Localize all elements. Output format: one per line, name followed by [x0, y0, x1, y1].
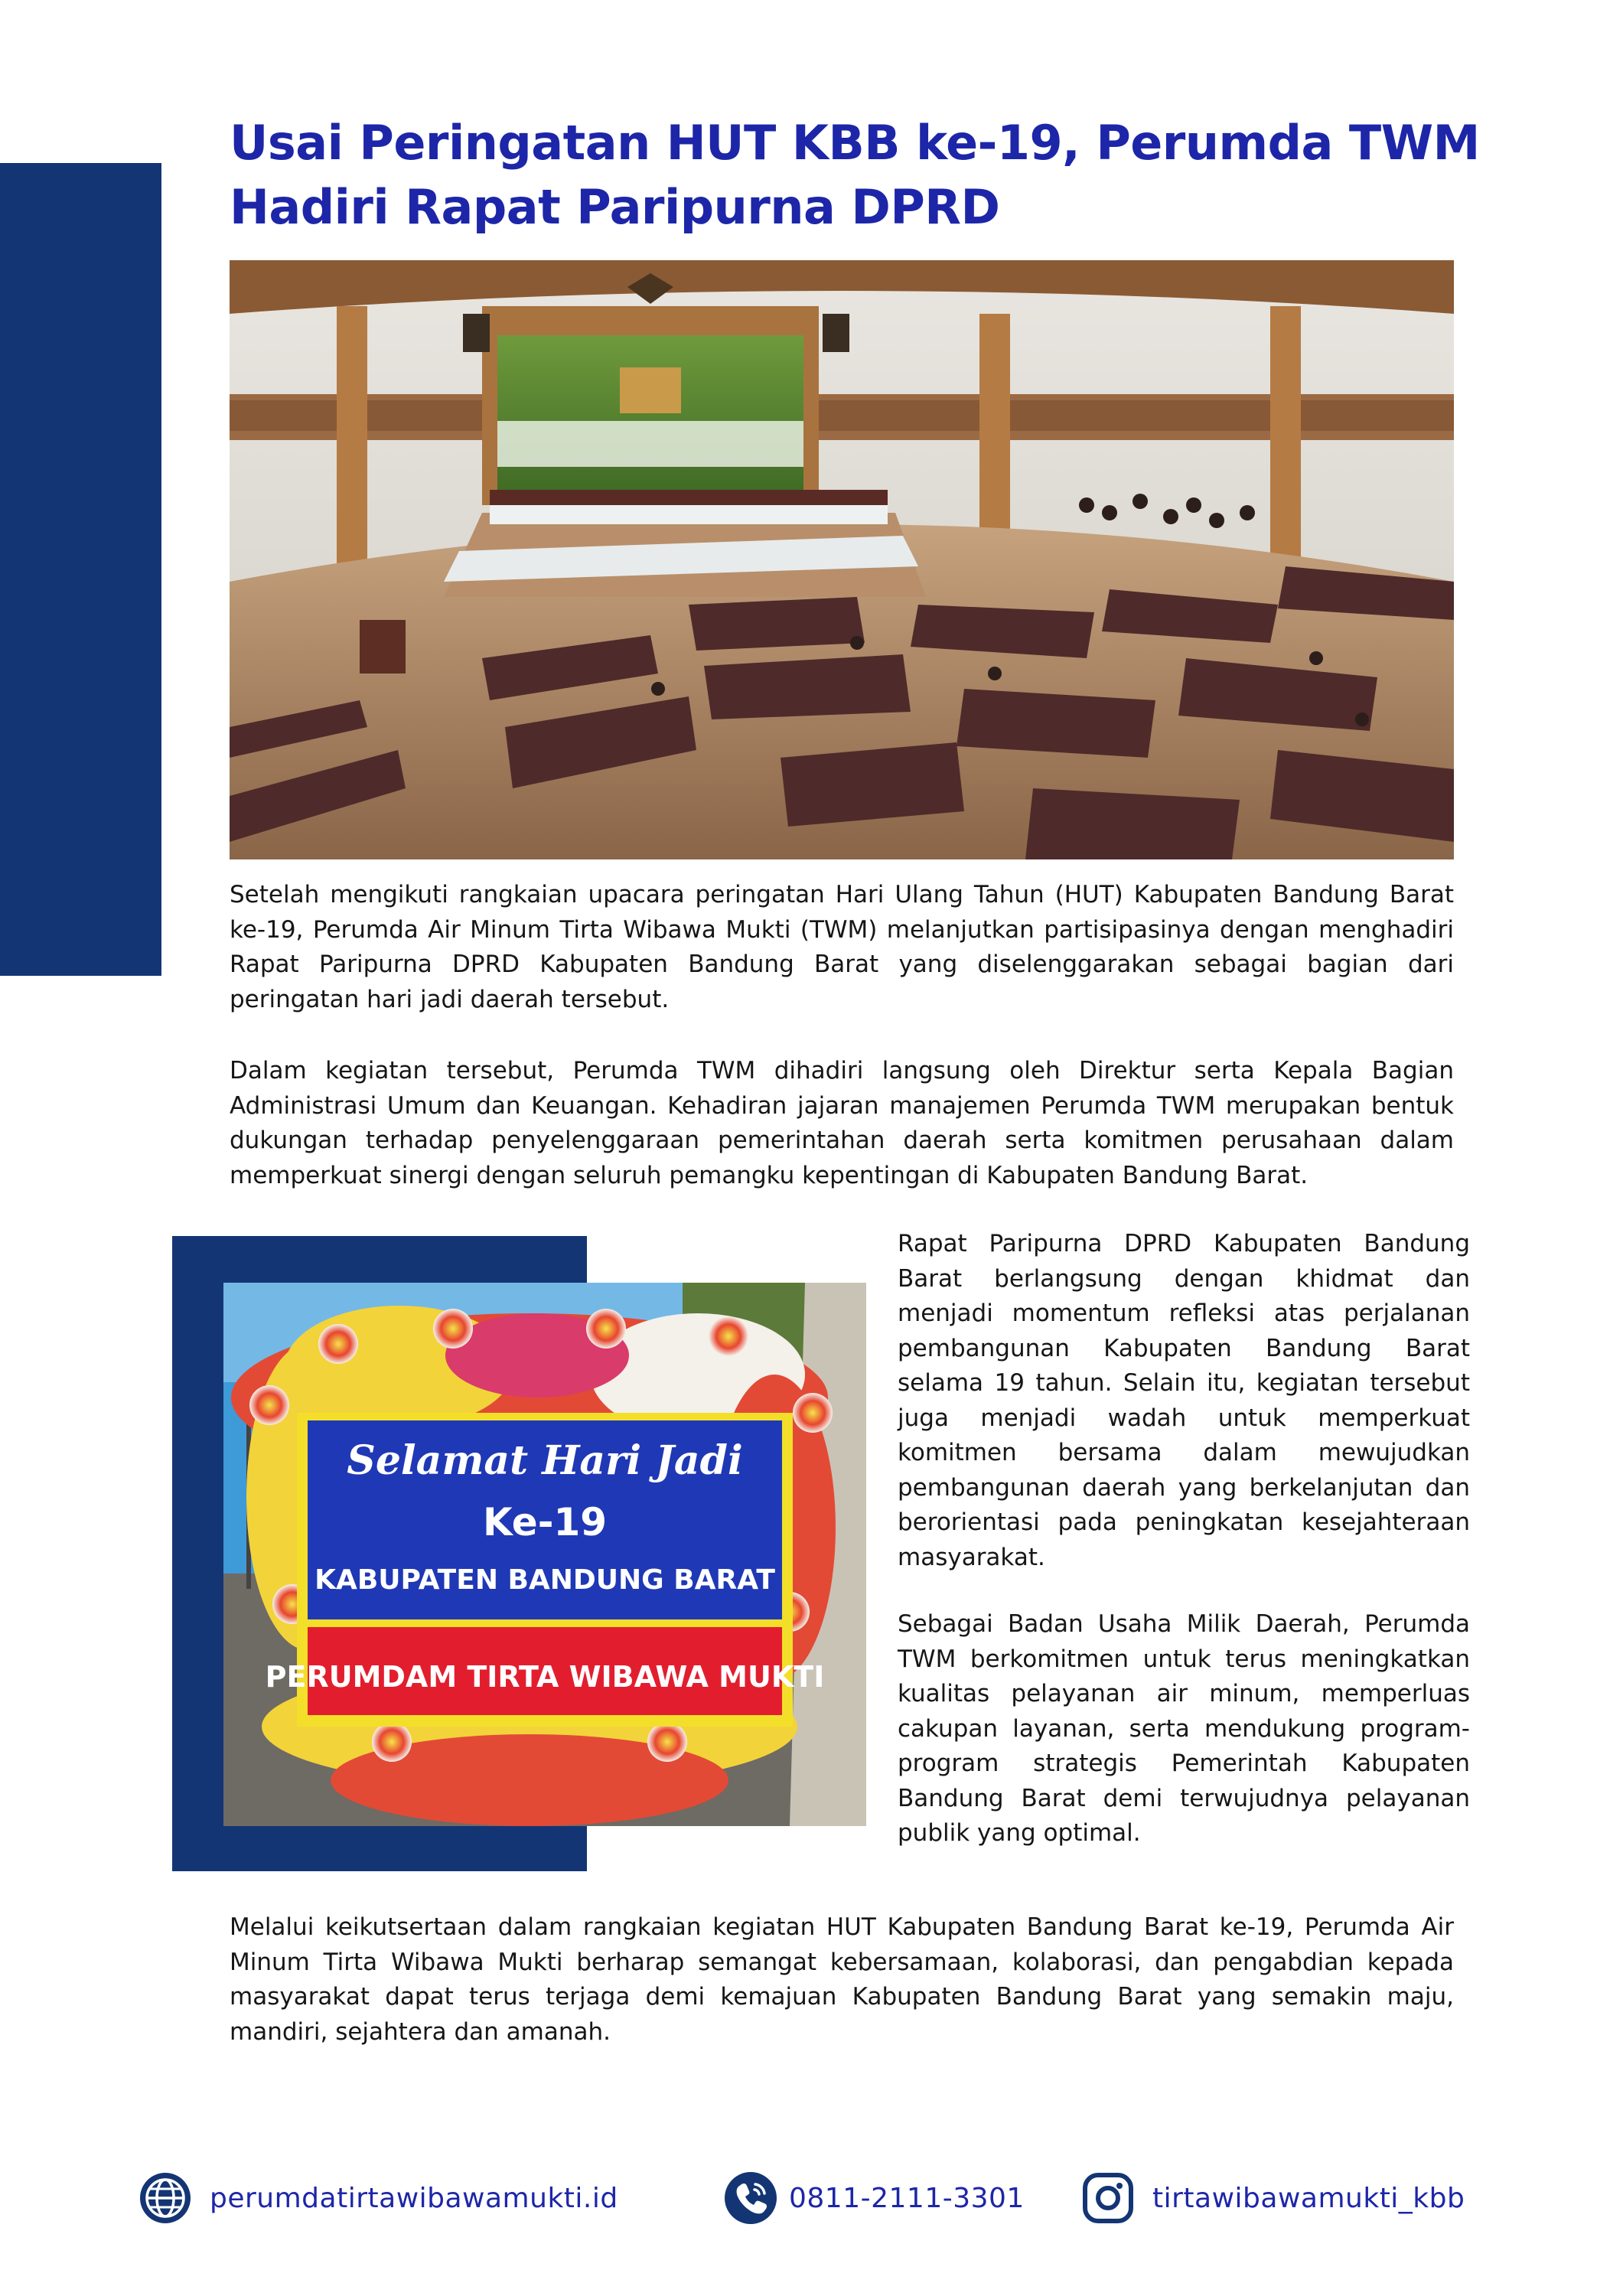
instagram-icon — [1080, 2170, 1136, 2226]
footer-phone[interactable] — [723, 2167, 1025, 2229]
paragraph-3: Rapat Paripurna DPRD Kabupaten Bandung Barat berlangsung dengan khidmat dan menjadi momentum refleksi atas perjalanan pembangunan Kabupaten Bandung Barat selama 19 tahun. Selain itu, kegiatan tersebut juga menjadi wadah untuk memperkuat komitmen bersama dalam mewujudkan pembangunan daerah yang berkelanjutan dan berorientasi pada peningkatan kesejahteraan masyarakat. — [898, 1230, 1470, 1571]
side-accent-bar — [0, 163, 161, 976]
board-sender: PERUMDAM TIRTA WIBAWA MUKTI — [265, 1660, 825, 1694]
board-regency: KABUPATEN BANDUNG BARAT — [314, 1564, 775, 1596]
paragraph-1: Setelah mengikuti rangkaian upacara peringatan Hari Ulang Tahun (HUT) Kabupaten Bandung Barat ke-19, Perumda Air Minum Tirta Wibawa Mukti (TWM) melanjutkan partisipasinya dengan menghadiri Rapat Paripurna DPRD Kabupaten Bandung Barat yang diselenggarakan sebagai bagian dari peringatan hari jadi daerah tersebut. — [230, 881, 1454, 1013]
plenary-session-illustration — [230, 260, 1454, 859]
phone-icon — [723, 2170, 778, 2226]
plenary-session-photo — [230, 260, 1454, 859]
title-line-1: Usai Peringatan HUT KBB ke-19, Perumda TWM — [230, 115, 1480, 171]
flower-board-illustration — [223, 1283, 866, 1826]
flower-board-photo — [223, 1283, 866, 1826]
website-link[interactable]: perumdatirtawibawamukti.id — [210, 2182, 618, 2214]
paragraph-4: Sebagai Badan Usaha Milik Daerah, Perumda TWM berkomitmen untuk terus meningkatkan kualitas pelayanan air minum, memperluas cakupan layanan, serta mendukung program-program strategis Pemerintah Kabupaten Bandung Barat demi terwujudnya pelayanan publik yang optimal. — [898, 1610, 1470, 1847]
paragraph-2: Dalam kegiatan tersebut, Perumda TWM dihadiri langsung oleh Direktur serta Kepala Bagian Administrasi Umum dan Keuangan. Kehadiran jajaran manajemen Perumda TWM merupakan bentuk dukungan terhadap penyelenggaraan pemerintahan daerah serta komitmen perusahaan dalam memperkuat sinergi dengan seluruh pemangku kepentingan di Kabupaten Bandung Barat. — [230, 1057, 1454, 1189]
globe-icon — [138, 2170, 193, 2226]
board-anniversary: Ke-19 — [482, 1500, 608, 1544]
footer-instagram[interactable] — [1080, 2167, 1465, 2229]
footer-website[interactable] — [138, 2167, 618, 2229]
phone-number[interactable]: 0811-2111-3301 — [789, 2182, 1025, 2214]
paragraph-5: Melalui keikutsertaan dalam rangkaian kegiatan HUT Kabupaten Bandung Barat ke-19, Perumda Air Minum Tirta Wibawa Mukti berharap semangat kebersamaan, kolaborasi, dan pengabdian kepada masyarakat dapat terus terjaga demi kemajuan Kabupaten Bandung Barat yang semakin maju, mandiri, sejahtera dan amanah. — [230, 1913, 1454, 2046]
board-greeting: Selamat Hari Jadi — [347, 1437, 743, 1484]
article-title — [230, 111, 1530, 240]
instagram-handle[interactable]: tirtawibawamukti_kbb — [1152, 2182, 1465, 2214]
title-line-2: Hadiri Rapat Paripurna DPRD — [230, 179, 1000, 235]
